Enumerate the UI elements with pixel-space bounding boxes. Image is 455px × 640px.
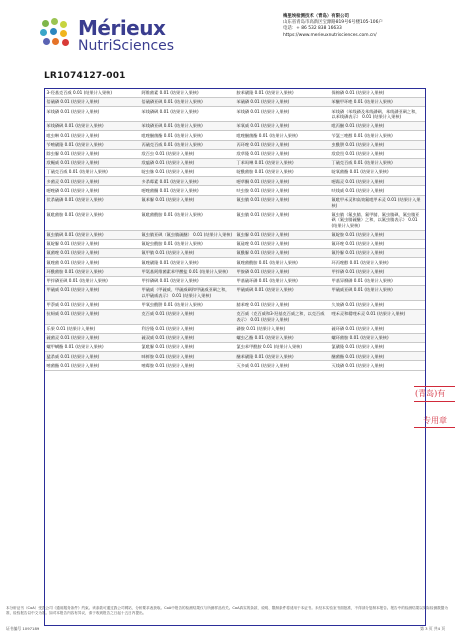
table-cell: 氟虫腈 0.01 (结果计入果核) xyxy=(235,195,330,210)
table-cell: 氟唑菌 0.01 (结果计入果核) xyxy=(45,258,140,267)
table-cell: 敌敌畏 0.01 (结果计入果核) xyxy=(330,149,425,158)
table-row xyxy=(45,333,425,342)
table-cell: 苯线磷 0.01 (结果计入果核) xyxy=(235,107,330,122)
table-row xyxy=(45,276,425,285)
table-cell: 嘧菌酯 0.01 (结果计入果核) xyxy=(45,361,140,370)
certificate-number: 证书编号 1097189 xyxy=(6,626,40,631)
table-cell: 阿维菌素 0.01 (结果计入果核) xyxy=(140,89,235,98)
footer-disclaimer: 本分析证书（CoA）受我公司《通用服务条件》约束。该条款可通过我公司网站、分析要求表获取。CoA中报告的检测结果仅与所测样品有关。CoA真实的条款、说明、限制条件将适用于本证书。未经本实验室书面批准，不得部分复制本报告。报告中的检测结果以实际检测数据为准，检验报告以中文为准。如对本报告内容有异议，请于收到报告之日起十五日内提出。 xyxy=(6,606,448,615)
table-cell: 胺苯磺隆 0.01 (结果计入果核) xyxy=(235,89,330,98)
company-website: https://www.merieuxnutrisciences.com.cn/ xyxy=(283,32,377,38)
table-cell: 氟虫腈 0.01 (结果计入果核) xyxy=(235,210,330,230)
table-cell: 克百威 0.01 (结果计入果核) xyxy=(140,309,235,324)
table-cell: 甲氧虫酰肼 0.01 (结果计入果核) xyxy=(140,300,235,309)
table-cell: 甲萘威 0.01 (结果计入果核) xyxy=(45,300,140,309)
table-row xyxy=(45,107,425,122)
company-name: 梅里埃检测技术（青岛）有限公司 xyxy=(283,14,349,19)
table-cell: 3-羟基克百威 0.01 (结果计入果核) xyxy=(45,89,140,98)
table-cell: 噁霜灵 0.01 (结果计入果核) xyxy=(330,177,425,186)
table-row xyxy=(45,309,425,324)
table-row xyxy=(45,149,425,158)
table-cell: 吡虫啉 0.01 (结果计入果核) xyxy=(45,131,140,140)
logo-dots-icon xyxy=(40,18,74,52)
report-id: LR1074127-001 xyxy=(44,71,126,81)
table-cell: 呋虫胺 0.01 (结果计入果核) xyxy=(235,186,330,195)
company-phone: 电话：+ 86 532 838 16633 xyxy=(283,26,342,32)
table-row xyxy=(45,210,425,230)
table-cell: 氟铃脲 0.01 (结果计入果核) xyxy=(330,249,425,258)
table-cell: 甲基硫环磷 0.01 (结果计入果核) xyxy=(235,276,330,285)
table-cell: 氟酰脲 0.01 (结果计入果核) xyxy=(235,249,330,258)
table-cell: 灭多威 0.01 (结果计入果核) xyxy=(235,361,330,370)
table-cell: 氟虫腈砜 0.01 (结果计入果核) xyxy=(45,230,140,239)
table-row xyxy=(45,230,425,239)
table-cell: 苯线磷砜 0.01 (结果计入果核) xyxy=(45,122,140,131)
table-row xyxy=(45,249,425,258)
results-grid xyxy=(45,89,425,371)
table-cell: 苯醚甲环唑 0.01 (结果计入果核) xyxy=(330,98,425,107)
table-cell: 苯线磷（苯线磷及苯线磷砜、苯线磷亚砜之和，以苯线磷表示） 0.01 (结果计入果核) xyxy=(330,107,425,122)
table-cell: 吡丙醚 0.01 (结果计入果核) xyxy=(330,122,425,131)
table-cell: 苯线磷亚砜 0.01 (结果计入果核) xyxy=(140,122,235,131)
table-cell: 敌草隆 0.01 (结果计入果核) xyxy=(235,149,330,158)
table-row xyxy=(45,361,425,370)
table-cell: 螺环菌胺 0.01 (结果计入果核) xyxy=(330,333,425,342)
table-cell: 虫酰肼 0.01 (结果计入果核) xyxy=(330,140,425,149)
table-row xyxy=(45,343,425,352)
table-cell: 除虫脲 0.01 (结果计入果核) xyxy=(45,149,140,158)
table-cell: 吡唑醚菌酯 0.01 (结果计入果核) xyxy=(140,131,235,140)
table-row xyxy=(45,240,425,249)
table-cell: 氟虫腈（氟虫腈、氟甲腈、氟虫腈砜、氟虫腈亚砜（氟虫腈硫醚）之和，以氟虫腈表示） 0.01 (结果计入果核) xyxy=(330,210,425,230)
table-cell: 抗蚜威 0.01 (结果计入果核) xyxy=(45,309,140,324)
table-cell: 利谷隆 0.01 (结果计入果核) xyxy=(140,324,235,333)
seal-line-1: (青岛)有 xyxy=(415,389,446,398)
table-row xyxy=(45,195,425,210)
table-cell: 甲硫威 0.01 (结果计入果核) xyxy=(45,285,140,300)
table-cell: 呋线威 0.01 (结果计入果核) xyxy=(330,186,425,195)
brand-name: Mérieux xyxy=(78,16,166,40)
table-cell: 氟吡甲禾灵和高效氟吡甲禾灵 0.01 (结果计入果核) xyxy=(330,195,425,210)
results-table xyxy=(44,88,426,626)
table-row xyxy=(45,98,425,107)
table-cell: 硫双威 0.01 (结果计入果核) xyxy=(140,333,235,342)
table-cell: 甲硫威砜 0.01 (结果计入果核) xyxy=(235,285,330,300)
table-cell: 甲拌磷 0.01 (结果计入果核) xyxy=(330,267,425,276)
table-row xyxy=(45,300,425,309)
table-cell: 倍硫磷 0.01 (结果计入果核) xyxy=(45,98,140,107)
table-cell: 氟硅唑 0.01 (结果计入果核) xyxy=(235,240,330,249)
table-cell: 啶氧菌酯 0.01 (结果计入果核) xyxy=(330,168,425,177)
table-row xyxy=(45,89,425,98)
table-row xyxy=(45,131,425,140)
table-cell: 腈苯唑 0.01 (结果计入果核) xyxy=(235,300,330,309)
table-row xyxy=(45,158,425,167)
table-cell: 苯硫磷 0.01 (结果计入果核) xyxy=(235,98,330,107)
table-cell: 敌蝇威 0.01 (结果计入果核) xyxy=(45,158,140,167)
table-cell: 甲硫威亚砜 0.01 (结果计入果核) xyxy=(330,285,425,300)
table-cell: 氟唑菌酰胺 0.01 (结果计入果核) xyxy=(235,258,330,267)
table-cell: 苄嘧磺隆 0.01 (结果计入果核) xyxy=(45,140,140,149)
brand-subname: NutriSciences xyxy=(78,38,175,54)
table-row xyxy=(45,186,425,195)
table-row xyxy=(45,285,425,300)
table-row xyxy=(45,324,425,333)
table-cell: 噁草酮 0.01 (结果计入果核) xyxy=(235,177,330,186)
table-cell: 甲基异柳磷 0.01 (结果计入果核) xyxy=(330,276,425,285)
table-cell: 氟吡菌酰胺 0.01 (结果计入果核) xyxy=(140,210,235,230)
merieux-logo xyxy=(40,14,175,58)
company-seal xyxy=(414,380,455,426)
table-cell: 多杀霉素 0.01 (结果计入果核) xyxy=(140,177,235,186)
table-cell: 氯虫苯甲酰胺 0.01 (结果计入果核) xyxy=(235,343,330,352)
table-cell: 氟甲腈 0.01 (结果计入果核) xyxy=(140,249,235,258)
seal-line-2: 专用章 xyxy=(423,416,447,425)
table-cell: 吡唑醚菌酯 0.01 (结果计入果核) xyxy=(235,131,330,140)
footer-bar xyxy=(6,626,451,632)
table-cell: 啶酰菌胺 0.01 (结果计入果核) xyxy=(235,168,330,177)
table-cell: 久效磷 0.01 (结果计入果核) xyxy=(330,300,425,309)
table-cell: 环酰菌胺 0.01 (结果计入果核) xyxy=(45,267,140,276)
table-cell: 噁唑菌酮 0.01 (结果计入果核) xyxy=(140,186,235,195)
table-cell: 甲硫威（甲硫威、甲硫威砜和甲硫威亚砜之和，以甲硫威表示） 0.01 (结果计入果核) xyxy=(140,285,235,300)
table-cell: 乐果 0.01 (结果计入果核) xyxy=(45,324,140,333)
table-cell: 氟啶虫酰胺 0.01 (结果计入果核) xyxy=(140,240,235,249)
table-cell: 丙环唑 0.01 (结果计入果核) xyxy=(235,140,330,149)
table-cell: 丁硫克百威 0.01 (结果计入果核) xyxy=(45,168,140,177)
table-cell: 醚菌酯 0.01 (结果计入果核) xyxy=(330,352,425,361)
table-cell: 氟菌唑 0.01 (结果计入果核) xyxy=(45,249,140,258)
table-cell: 咪鲜胺 0.01 (结果计入果核) xyxy=(140,352,235,361)
table-cell: 倍硫磷亚砜 0.01 (结果计入果核) xyxy=(140,98,235,107)
table-cell: 啶虫脒 0.01 (结果计入果核) xyxy=(140,168,235,177)
table-cell: 苄氯三唑醇 0.01 (结果计入果核) xyxy=(330,131,425,140)
table-cell: 喹禾灵和精喹禾灵 0.01 (结果计入果核) xyxy=(330,309,425,324)
table-cell: 氟苯脲 0.01 (结果计入果核) xyxy=(140,195,235,210)
table-cell: 多菌灵 0.01 (结果计入果核) xyxy=(45,177,140,186)
table-cell: 苯氧威 0.01 (结果计入果核) xyxy=(235,122,330,131)
table-cell: 苯线磷砜 0.01 (结果计入果核) xyxy=(140,107,235,122)
table-cell: 氟吡菌胺 0.01 (结果计入果核) xyxy=(45,210,140,230)
company-street: 山东省青岛市高新区宝源路819号6号楼105-106户 xyxy=(283,20,383,26)
table-cell: 氟虫脲 0.01 (结果计入果核) xyxy=(235,230,330,239)
table-cell: 甲拌磷砜 0.01 (结果计入果核) xyxy=(140,276,235,285)
table-cell: 克百威（克百威和3-羟基克百威之和，以克百威表示） 0.01 (结果计入果核) xyxy=(235,309,330,324)
table-cell: 灭线磷 0.01 (结果计入果核) xyxy=(330,361,425,370)
table-row xyxy=(45,177,425,186)
table-cell: 敌百虫 0.01 (结果计入果核) xyxy=(140,149,235,158)
table-cell: 丙硫克百威 0.01 (结果计入果核) xyxy=(140,140,235,149)
table-cell: 氟环唑 0.01 (结果计入果核) xyxy=(330,240,425,249)
table-cell: 噁唑磷 0.01 (结果计入果核) xyxy=(45,186,140,195)
table-cell: 硫菌灵 0.01 (结果计入果核) xyxy=(45,333,140,342)
table-row xyxy=(45,267,425,276)
table-cell: 氯磺隆 0.01 (结果计入果核) xyxy=(330,343,425,352)
table-cell: 氟啶脲 0.01 (结果计入果核) xyxy=(45,240,140,249)
table-cell: 氟啶胺 0.01 (结果计入果核) xyxy=(330,230,425,239)
table-cell: 伏杀硫磷 0.01 (结果计入果核) xyxy=(45,195,140,210)
table-row xyxy=(45,258,425,267)
table-cell: 丁苯吗啉 0.01 (结果计入果核) xyxy=(235,158,330,167)
table-cell: 丁硫克百威 0.01 (结果计入果核) xyxy=(330,158,425,167)
table-row xyxy=(45,352,425,361)
table-cell: 螺虫乙酯 0.01 (结果计入果核) xyxy=(235,333,330,342)
table-cell: 苯线磷 0.01 (结果计入果核) xyxy=(45,107,140,122)
table-cell: 甲拌磷亚砜 0.01 (结果计入果核) xyxy=(45,276,140,285)
table-cell: 醚苯磺隆 0.01 (结果计入果核) xyxy=(235,352,330,361)
table-cell: 氟虫腈亚砜（氟虫腈硫醚） 0.01 (结果计入果核) xyxy=(140,230,235,239)
table-cell: 硫环磷 0.01 (结果计入果核) xyxy=(330,324,425,333)
table-cell: 环丙唑醇 0.01 (结果计入果核) xyxy=(330,258,425,267)
table-cell: 保棉磷 0.01 (结果计入果核) xyxy=(330,89,425,98)
table-cell: 氯吡脲 0.01 (结果计入果核) xyxy=(140,343,235,352)
table-cell: 氟唑磺隆 0.01 (结果计入果核) xyxy=(140,258,235,267)
table-cell: 猛杀威 0.01 (结果计入果核) xyxy=(45,352,140,361)
table-row xyxy=(45,140,425,149)
company-address xyxy=(283,14,448,39)
table-row xyxy=(45,168,425,177)
table-cell: 敌瘟磷 0.01 (结果计入果核) xyxy=(140,158,235,167)
table-cell: 螺甲螨酯 0.01 (结果计入果核) xyxy=(45,343,140,352)
table-cell: 嘧霉胺 0.01 (结果计入果核) xyxy=(140,361,235,370)
page-number: 第 3 页 共4 页 xyxy=(420,626,445,631)
table-cell: 甲氨基阿维菌素苯甲酸盐 0.01 (结果计入果核) xyxy=(140,267,235,276)
table-cell: 磷胺 0.01 (结果计入果核) xyxy=(235,324,330,333)
table-row xyxy=(45,122,425,131)
table-cell: 甲胺磷 0.01 (结果计入果核) xyxy=(235,267,330,276)
